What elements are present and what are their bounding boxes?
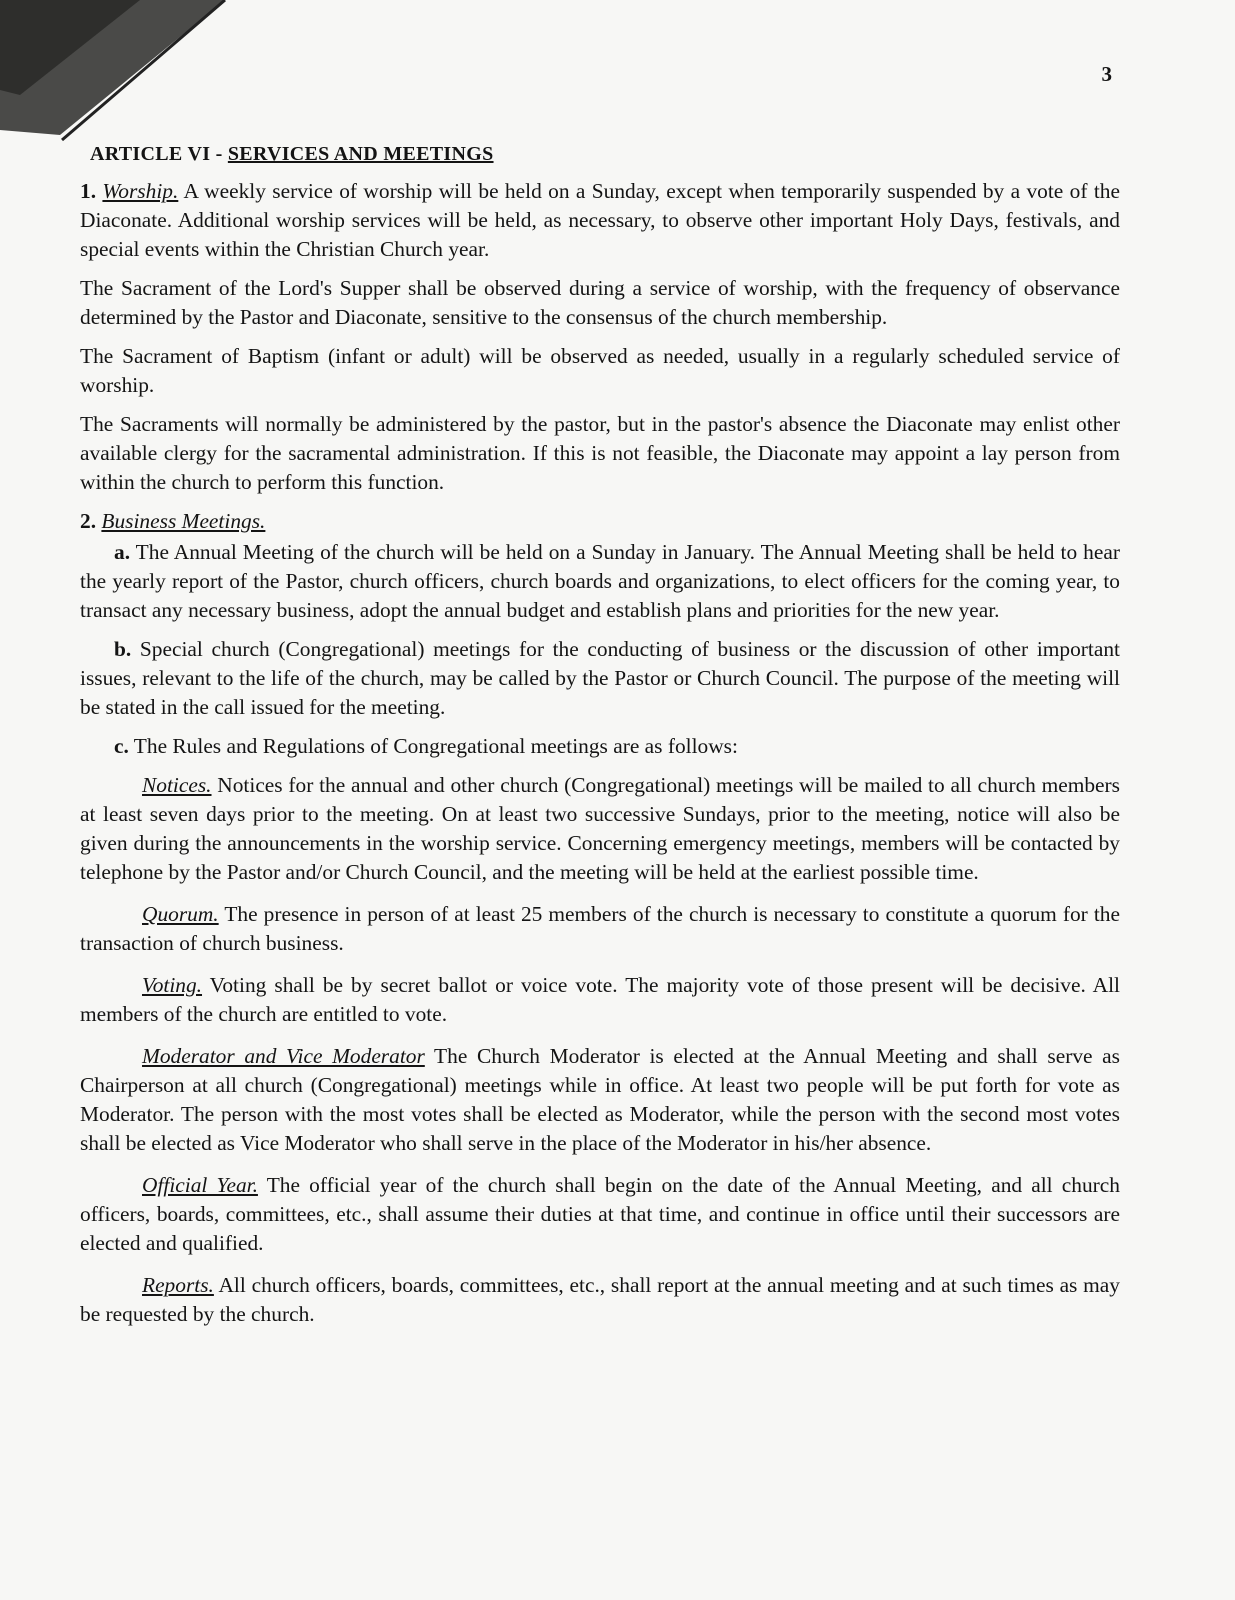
rule-text: The Church Moderator is elected at the Annual Meeting and shall serve as Chairperson at all church (Congregational) meetings while in office. At least two people will be put forth for vote as Moderator. The person with the most votes shall be elected as Moderator, while the person with the second most votes shall be elected as Vice Moderator who shall serve in the place of the Moderator in his/her absence. [80, 1044, 1120, 1155]
lords-supper-paragraph: The Sacrament of the Lord's Supper shall be observed during a service of worship, with the frequency of observance determined by the Pastor and Diaconate, sensitive to the consensus of the church membership. [80, 276, 1120, 329]
special-meetings-paragraph [80, 635, 1120, 722]
rule-label: Reports. [142, 1273, 214, 1297]
voting-paragraph [80, 971, 1120, 1029]
section-number: 2. [80, 509, 97, 533]
article-prefix: ARTICLE VI - [90, 143, 228, 165]
page-number: 3 [1101, 62, 1112, 86]
quorum-paragraph [80, 900, 1120, 958]
paragraph-text: The Rules and Regulations of Congregational meetings are as follows: [128, 734, 738, 758]
paragraph-text: Special church (Congregational) meetings for the conducting of business or the discussion of other important issues, relevant to the life of the church, may be called by the Pastor or Church Council. The purpose of the meeting will be stated in the call issued for the meeting. [80, 637, 1120, 719]
rule-text: Notices for the annual and other church (Congregational) meetings will be mailed to all church members at least seven days prior to the meeting. On at least two successive Sundays, prior to the meeting, notice will also be given during the announcements in the worship service. Concerning emergency meetings, members will be contacted by telephone by the Pastor and/or Church Council, and the meeting will be held at the earliest possible time. [80, 773, 1120, 884]
rule-label: Official Year. [142, 1173, 258, 1197]
item-mark: c. [114, 734, 129, 758]
rule-text: Voting shall be by secret ballot or voice vote. The majority vote of those present will be decisive. All members of the church are entitled to vote. [80, 973, 1120, 1026]
baptism-paragraph: The Sacrament of Baptism (infant or adult) will be observed as needed, usually in a regularly scheduled service of worship. [80, 344, 1120, 397]
rule-text: The presence in person of at least 25 members of the church is necessary to constitute a quorum for the transaction of church business. [80, 902, 1120, 955]
rules-intro-paragraph [80, 732, 1120, 761]
item-mark: b. [114, 637, 132, 661]
rule-text: All church officers, boards, committees, etc., shall report at the annual meeting and at such times as may be requested by the church. [80, 1273, 1120, 1326]
rule-text: The official year of the church shall begin on the date of the Annual Meeting, and all church officers, boards, committees, etc., shall assume their duties at that time, and continue in office until their successors are elected and qualified. [80, 1173, 1120, 1255]
document-body [80, 140, 1120, 1342]
rule-label: Quorum. [142, 902, 219, 926]
section-label: Worship. [102, 179, 179, 203]
official-year-paragraph [80, 1171, 1120, 1258]
paragraph-text: The Annual Meeting of the church will be held on a Sunday in January. The Annual Meeting shall be held to hear the yearly report of the Pastor, church officers, church boards and organizations, to elect officers for the coming year, to transact any necessary business, adopt the annual budget and establish plans and priorities for the new year. [80, 540, 1120, 622]
section-label: Business Meetings. [101, 509, 266, 533]
moderator-paragraph [80, 1042, 1120, 1158]
paragraph-text: A weekly service of worship will be held on a Sunday, except when temporarily suspended by a vote of the Diaconate. Additional worship services will be held, as necessary, to observe other important Holy Days, festivals, and special events within the Christian Church year. [80, 179, 1120, 261]
rule-label: Voting. [142, 973, 203, 997]
article-title [90, 140, 1120, 169]
rule-label: Moderator and Vice Moderator [142, 1044, 425, 1068]
notices-paragraph [80, 771, 1120, 887]
reports-paragraph [80, 1271, 1120, 1329]
article-heading: SERVICES AND MEETINGS [227, 143, 494, 165]
rule-label: Notices. [142, 773, 212, 797]
annual-meeting-paragraph [80, 538, 1120, 625]
business-meetings-heading [80, 507, 1120, 536]
section-number: 1. [80, 179, 97, 203]
item-mark: a. [114, 540, 131, 564]
scan-corner-fold [0, 0, 240, 150]
worship-paragraph [80, 177, 1120, 264]
sacraments-paragraph: The Sacraments will normally be administered by the pastor, but in the pastor's absence the Diaconate may enlist other available clergy for the sacramental administration. If this is not feasible, the Diaconate may appoint a lay person from within the church to perform this function. [80, 412, 1120, 494]
